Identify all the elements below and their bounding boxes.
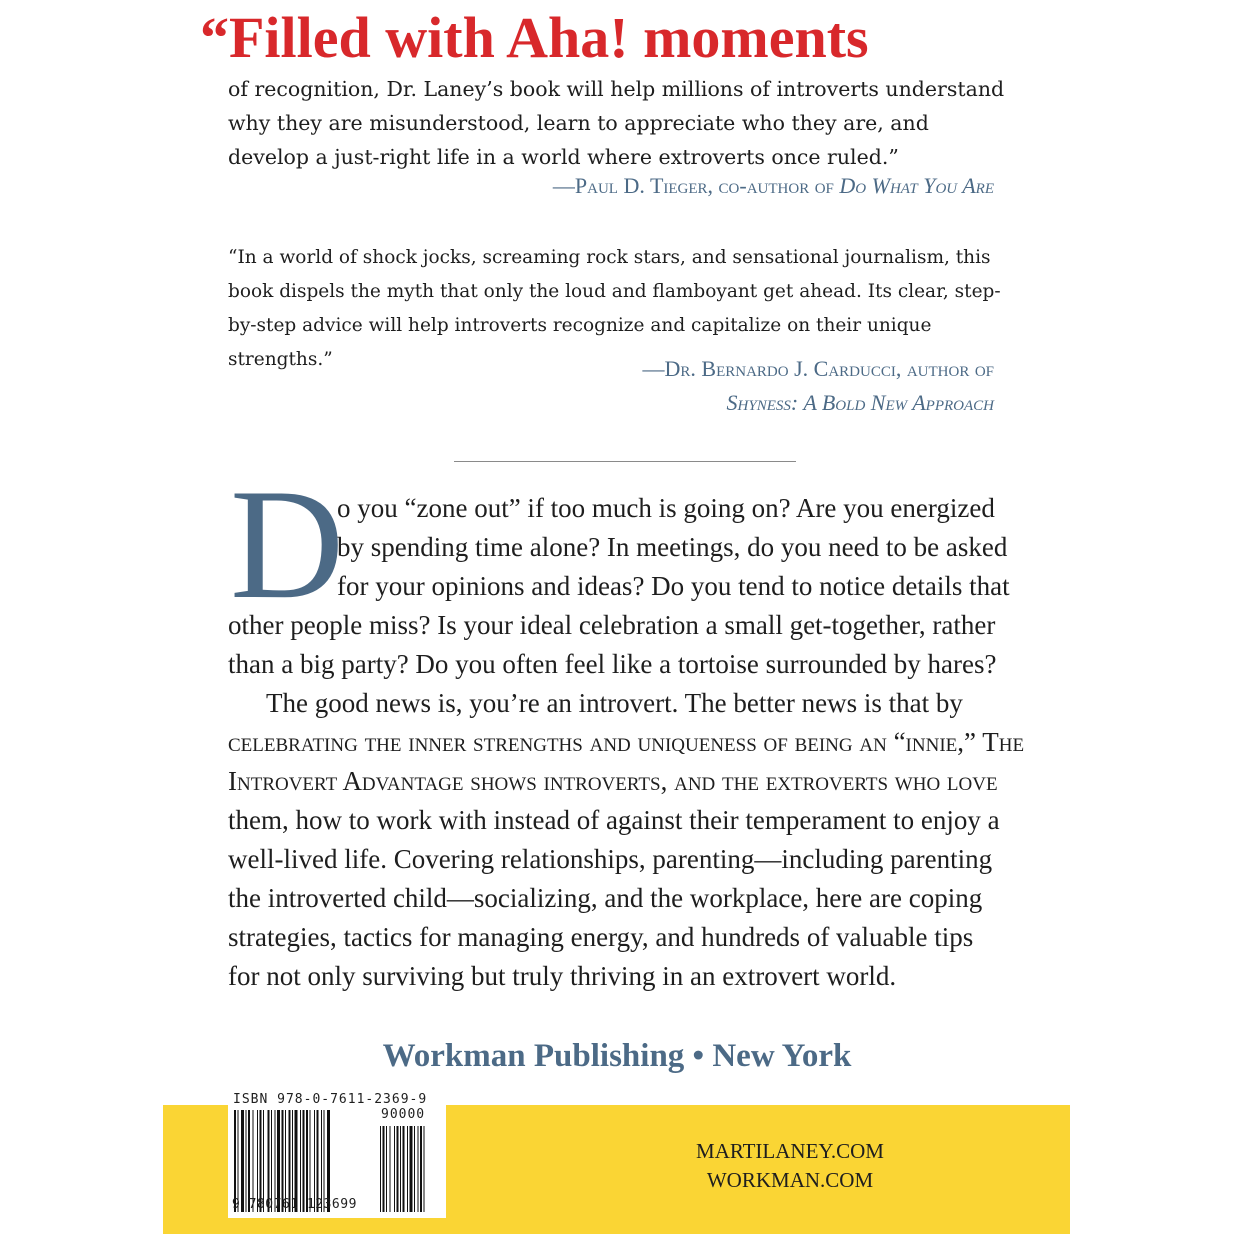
quote-2-author: —Dr. Bernardo J. Carducci, author of bbox=[642, 356, 994, 381]
body-line: by spending time alone? In meetings, do you need to be asked bbox=[337, 532, 1008, 562]
body-line: celebrating the inner strengths and uniqueness of being an “innie,” The bbox=[228, 727, 1025, 757]
price-addon-text: 90000 bbox=[381, 1107, 426, 1122]
quote-1-body: of recognition, Dr. Laney’s book will help millions of introverts understand why they are misunderstood, learn to appreciate who they are, and develop a just-right life in a world where extroverts once ruled.” bbox=[228, 77, 1005, 169]
quote-1-book-title: Do What You Are bbox=[839, 173, 994, 198]
website-link[interactable]: WORKMAN.COM bbox=[706, 1168, 874, 1192]
quote-2-book-title: Shyness: A Bold New Approach bbox=[726, 390, 994, 415]
ean-digits: 9 780761 123699 bbox=[232, 1197, 357, 1212]
body-line: well-lived life. Covering relationships, parenting—including parenting bbox=[228, 844, 993, 874]
body-line: for your opinions and ideas? Do you tend to notice details that bbox=[337, 571, 1010, 601]
body-line: the introverted child—socializing, and the workplace, here are coping bbox=[228, 883, 983, 913]
body-line: them, how to work with instead of against their temperament to enjoy a bbox=[228, 805, 1000, 835]
quote-2-body: “In a world of shock jocks, screaming rock stars, and sensational journalism, this book dispels the myth that only the loud and flamboyant get ahead. Its clear, step-by-step advice will help introverts recognize and capitalize on their unique strengths.” bbox=[228, 247, 1001, 370]
drop-cap: D bbox=[230, 457, 345, 632]
body-line: for not only surviving but truly thriving in an extrovert world. bbox=[228, 961, 897, 991]
website-link[interactable]: MARTILANEY.COM bbox=[696, 1139, 884, 1163]
publisher-line: Workman Publishing • New York bbox=[382, 1038, 852, 1074]
body-line: o you “zone out” if too much is going on? Are you energized bbox=[337, 493, 995, 523]
body-line: than a big party? Do you often feel like a tortoise surrounded by hares? bbox=[228, 649, 997, 679]
quote-1-attribution bbox=[553, 173, 994, 199]
body-line: strategies, tactics for managing energy, and hundreds of valuable tips bbox=[228, 922, 974, 952]
body-line: The good news is, you’re an introvert. The better news is that by bbox=[266, 688, 963, 718]
body-line: Introvert Advantage shows introverts, and the extroverts who love bbox=[228, 766, 998, 796]
headline-quote: “Filled with Aha! moments bbox=[200, 5, 869, 70]
body-line: other people miss? Is your ideal celebration a small get-together, rather bbox=[228, 610, 996, 640]
quote-1-author: —Paul D. Tieger, co-author of bbox=[552, 173, 834, 198]
divider-rule bbox=[454, 461, 796, 462]
isbn-text: ISBN 978-0-7611-2369-9 bbox=[233, 1092, 428, 1107]
